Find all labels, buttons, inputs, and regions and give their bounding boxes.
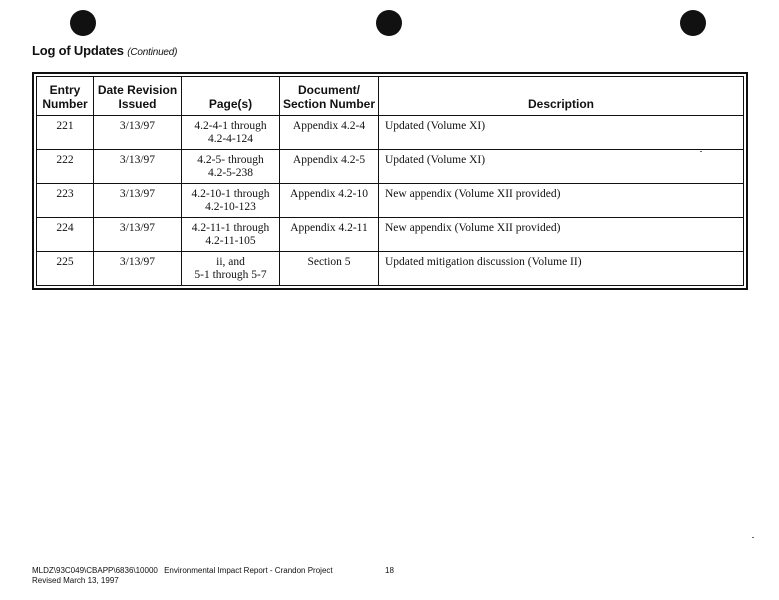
table-header-row — [37, 77, 744, 116]
cell-entry: 224 — [37, 218, 94, 252]
pages-line: 4.2-10-1 through — [191, 188, 270, 200]
cell-date: 3/13/97 — [94, 150, 182, 184]
column-header-date-revision — [94, 77, 182, 116]
cell-date: 3/13/97 — [94, 116, 182, 150]
pages-line: ii, and — [216, 256, 245, 268]
cell-pages — [182, 218, 280, 252]
header-line: Page(s) — [208, 97, 253, 111]
column-header-document-section — [280, 77, 379, 116]
scan-speck — [700, 151, 702, 152]
binder-hole-left — [70, 10, 96, 36]
binder-hole-center — [376, 10, 402, 36]
cell-description: Updated (Volume XI) — [379, 116, 744, 150]
footer-report-name: Environmental Impact Report - Crandon Project — [164, 566, 333, 575]
cell-document: Appendix 4.2-4 — [280, 116, 379, 150]
pages-line: 4.2-4-124 — [207, 133, 254, 145]
footer-line-1 — [32, 566, 333, 576]
cell-entry: 225 — [37, 252, 94, 286]
cell-pages — [182, 252, 280, 286]
header-line: Description — [527, 97, 594, 111]
header-line: Document/ — [297, 83, 360, 97]
cell-description: New appendix (Volume XII provided) — [379, 218, 744, 252]
cell-document: Section 5 — [280, 252, 379, 286]
pages-line: 4.2-11-105 — [205, 235, 256, 247]
page-number: 18 — [385, 566, 394, 575]
cell-description: Updated mitigation discussion (Volume II) — [379, 252, 744, 286]
cell-entry: 221 — [37, 116, 94, 150]
scan-speck — [752, 537, 754, 538]
cell-date: 3/13/97 — [94, 252, 182, 286]
pages-line: 4.2-4-1 through — [194, 120, 267, 132]
cell-date: 3/13/97 — [94, 218, 182, 252]
column-header-pages — [182, 77, 280, 116]
cell-pages — [182, 150, 280, 184]
log-table-frame — [32, 72, 748, 290]
table-row — [37, 116, 744, 150]
cell-document: Appendix 4.2-11 — [280, 218, 379, 252]
table-row — [37, 184, 744, 218]
header-line: Section Number — [282, 97, 375, 111]
cell-document: Appendix 4.2-5 — [280, 150, 379, 184]
cell-entry: 223 — [37, 184, 94, 218]
header-line: Entry — [49, 83, 81, 97]
page-footer — [32, 566, 333, 586]
log-of-updates-table — [36, 76, 744, 286]
table-row — [37, 252, 744, 286]
column-header-description — [379, 77, 744, 116]
page-title-text: Log of Updates — [32, 43, 124, 58]
pages-line: 4.2-10-123 — [205, 201, 256, 213]
pages-line: 4.2-11-1 through — [191, 222, 270, 234]
pages-line: 5-1 through 5-7 — [194, 269, 267, 281]
cell-entry: 222 — [37, 150, 94, 184]
cell-pages — [182, 184, 280, 218]
table-row — [37, 218, 744, 252]
header-line: Issued — [118, 97, 157, 111]
column-header-entry-number — [37, 77, 94, 116]
cell-pages — [182, 116, 280, 150]
footer-revised-date: Revised March 13, 1997 — [32, 576, 119, 585]
header-line: Date Revision — [97, 83, 178, 97]
page-title — [32, 43, 177, 58]
pages-line: 4.2-5-238 — [207, 167, 254, 179]
binder-hole-right — [680, 10, 706, 36]
cell-description: New appendix (Volume XII provided) — [379, 184, 744, 218]
cell-description: Updated (Volume XI) — [379, 150, 744, 184]
cell-date: 3/13/97 — [94, 184, 182, 218]
cell-document: Appendix 4.2-10 — [280, 184, 379, 218]
footer-file-path: MLDZ\93C049\CBAPP\6836\10000 — [32, 566, 158, 575]
pages-line: 4.2-5- through — [197, 154, 264, 166]
table-row — [37, 150, 744, 184]
header-line: Number — [42, 97, 88, 111]
page-title-suffix: (Continued) — [127, 47, 178, 58]
